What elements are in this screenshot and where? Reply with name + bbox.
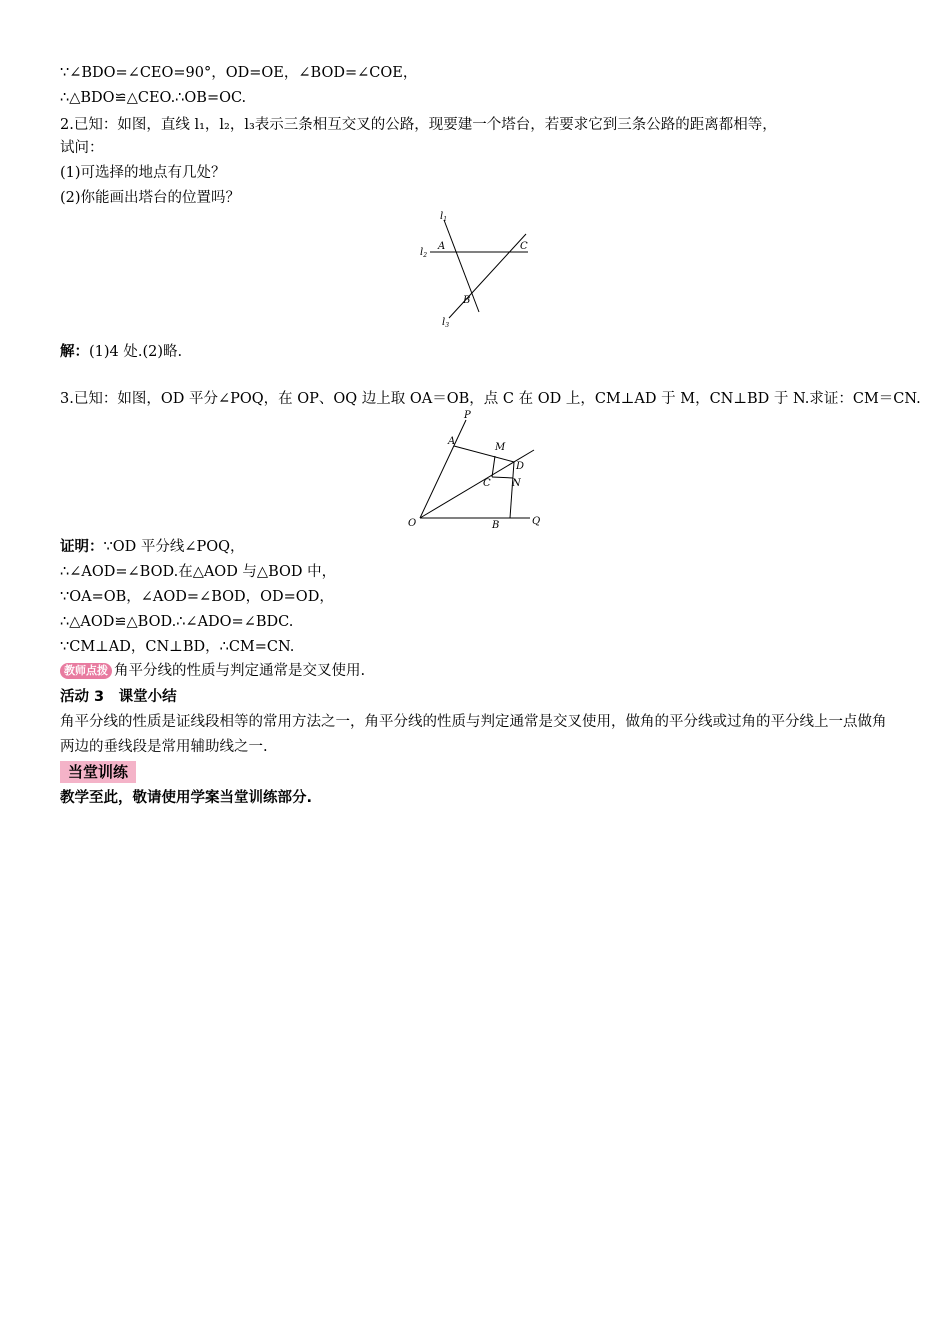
proof-step-5: ∵CM⊥AD，CN⊥BD，∴CM=CN. (60, 639, 295, 655)
activity-3-heading: 活动 3 课堂小结 (60, 689, 177, 705)
question-2-line-2: 试问： (60, 140, 104, 156)
fig2-label-C: C (483, 478, 491, 489)
proof-step-3: ∵OA=OB，∠AOD=∠BOD，OD=OD， (60, 589, 334, 605)
figure-angle-bisector (402, 408, 562, 533)
proof-step-4: ∴△AOD≌△BOD.∴∠ADO=∠BDC. (60, 614, 294, 630)
fig2-label-Q: Q (532, 516, 541, 527)
question-3: 3.已知：如图，OD 平分∠POQ，在 OP、OQ 边上取 OA＝OB，点 C 在 OD 上，CM⊥AD 于 M，CN⊥BD 于 N.求证：CM＝CN. (60, 391, 921, 407)
proof-step-1: ∵OD 平分线∠POQ， (103, 539, 245, 555)
fig1-label-C: C (520, 241, 528, 252)
summary-paragraph: 角平分线的性质是证线段相等的常用方法之一，角平分线的性质与判定通常是交叉使用，做角的平分线或过角的平分线上一点做角两边的垂线段是常用辅助线之一. (60, 714, 887, 755)
question-2-part-2: (2)你能画出塔台的位置吗？ (60, 190, 241, 206)
proof-step-2: ∴∠AOD=∠BOD.在△AOD 与△BOD 中， (60, 564, 337, 580)
fig1-label-l2: $l_2$ (420, 247, 428, 259)
solution-line (60, 341, 182, 363)
fig2-label-O: O (408, 518, 417, 529)
fig2-label-N: N (512, 478, 521, 489)
proof-line-2: ∴△BDO≌△CEO.∴OB=OC. (60, 90, 247, 106)
fig1-label-B: B (463, 295, 471, 306)
fig2-label-A: A (448, 436, 456, 447)
final-instruction: 教学至此，敬请使用学案当堂训练部分. (60, 790, 313, 806)
figure-three-roads (418, 210, 538, 330)
solution-label: 解： (60, 344, 89, 360)
teacher-tip-badge: 教师点拨 (60, 663, 112, 679)
fig1-label-A: A (438, 241, 446, 252)
fig2-label-B: B (492, 520, 500, 531)
teacher-tip (60, 660, 365, 682)
fig2-label-M: M (495, 442, 506, 453)
solution-text: (1)4 处.(2)略. (89, 344, 183, 360)
fig1-label-l3: $l_3$ (442, 317, 450, 329)
fig1-label-l1: $l_1$ (440, 211, 448, 223)
section-title-practice: 当堂训练 (60, 761, 136, 783)
question-2-line-1: 2.已知：如图，直线 l₁，l₂，l₃表示三条相互交叉的公路，现要建一个塔台，若要求它到三条公路的距离都相等， (60, 117, 777, 133)
proof-label: 证明： (60, 539, 104, 555)
proof-line-1: ∵∠BDO=∠CEO=90°，OD=OE，∠BOD=∠COE， (60, 65, 418, 81)
question-2-part-1: (1)可选择的地点有几处？ (60, 165, 226, 181)
teacher-tip-text: 角平分线的性质与判定通常是交叉使用. (114, 663, 366, 679)
proof-start (60, 536, 245, 558)
fig2-label-D: D (516, 461, 525, 472)
fig2-label-P: P (464, 410, 471, 421)
